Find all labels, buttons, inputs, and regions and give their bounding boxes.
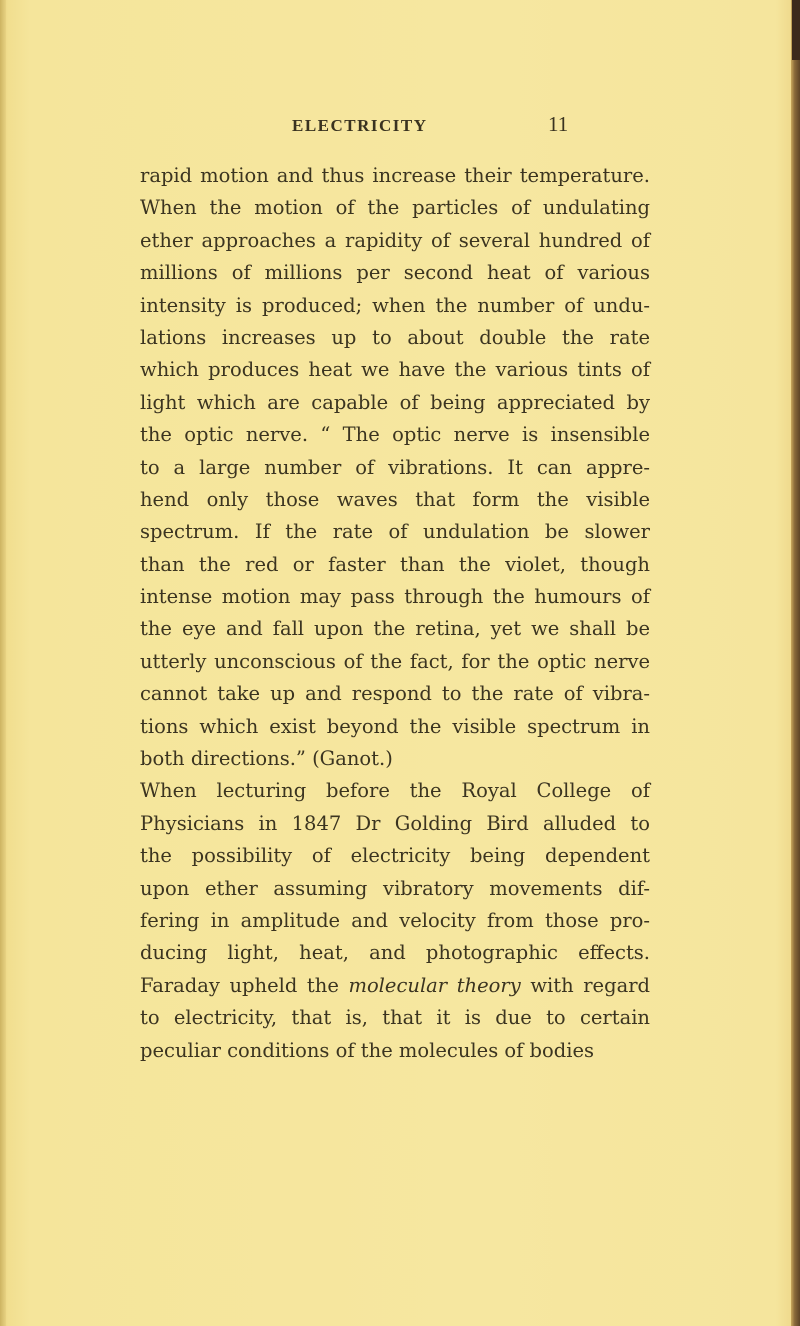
text-line: ether approaches a rapidity of several hundred of <box>140 228 650 252</box>
text-line: rapid motion and thus increase their temperature. <box>140 164 650 187</box>
text-line: fering in amplitude and velocity from those pro- <box>140 908 650 932</box>
text-line: the optic nerve. “ The optic nerve is insensible <box>140 423 650 447</box>
text-line: the possibility of electricity being dependent <box>140 844 650 868</box>
page-left-edge <box>0 0 6 1326</box>
page-right-edge <box>791 0 800 1326</box>
text-line: which produces heat we have the various tints of <box>140 358 650 382</box>
text-line: cannot take up and respond to the rate of vibra- <box>140 682 650 706</box>
text-line: ducing light, heat, and photographic effects. <box>140 941 650 965</box>
running-head <box>0 112 800 146</box>
text-line: to a large number of vibrations. It can appre- <box>140 455 650 479</box>
text-line: When the motion of the particles of undulating <box>140 196 650 220</box>
text-line: tions which exist beyond the visible spectrum in <box>140 714 650 738</box>
text-line: utterly unconscious of the fact, for the optic nerve <box>140 649 650 673</box>
text-line: the eye and fall upon the retina, yet we shall be <box>140 617 650 641</box>
text-line: light which are capable of being appreciated by <box>140 390 650 414</box>
running-title: ELECTRICITY <box>292 116 428 135</box>
italic-term: molecular theory <box>348 973 521 997</box>
text-line: When lecturing before the Royal College of <box>140 779 650 803</box>
text-line-faraday <box>140 970 650 1002</box>
text-line: intense motion may pass through the humours of <box>140 585 650 609</box>
page-corner-shadow <box>792 0 800 60</box>
body-text <box>140 160 650 1067</box>
text-line: lations increases up to about double the rate <box>140 325 650 349</box>
text-line: intensity is produced; when the number of undu- <box>140 293 650 317</box>
text-line: millions of millions per second heat of various <box>140 261 650 285</box>
page-number: 11 <box>548 112 569 136</box>
text-line: both directions.” (Ganot.) <box>140 747 393 771</box>
text-line: Physicians in 1847 Dr Golding Bird alluded to <box>140 811 650 835</box>
faraday-before: Faraday upheld the <box>140 973 349 997</box>
text-line: upon ether assuming vibratory movements dif- <box>140 876 650 900</box>
text-line: than the red or faster than the violet, though <box>140 552 650 576</box>
text-line: to electricity, that is, that it is due to certain <box>140 1006 650 1030</box>
faraday-after: with regard <box>520 973 650 997</box>
text-line: spectrum. If the rate of undulation be slower <box>140 520 650 544</box>
text-line: hend only those waves that form the visible <box>140 487 650 511</box>
text-line: peculiar conditions of the molecules of bodies <box>140 1038 595 1062</box>
